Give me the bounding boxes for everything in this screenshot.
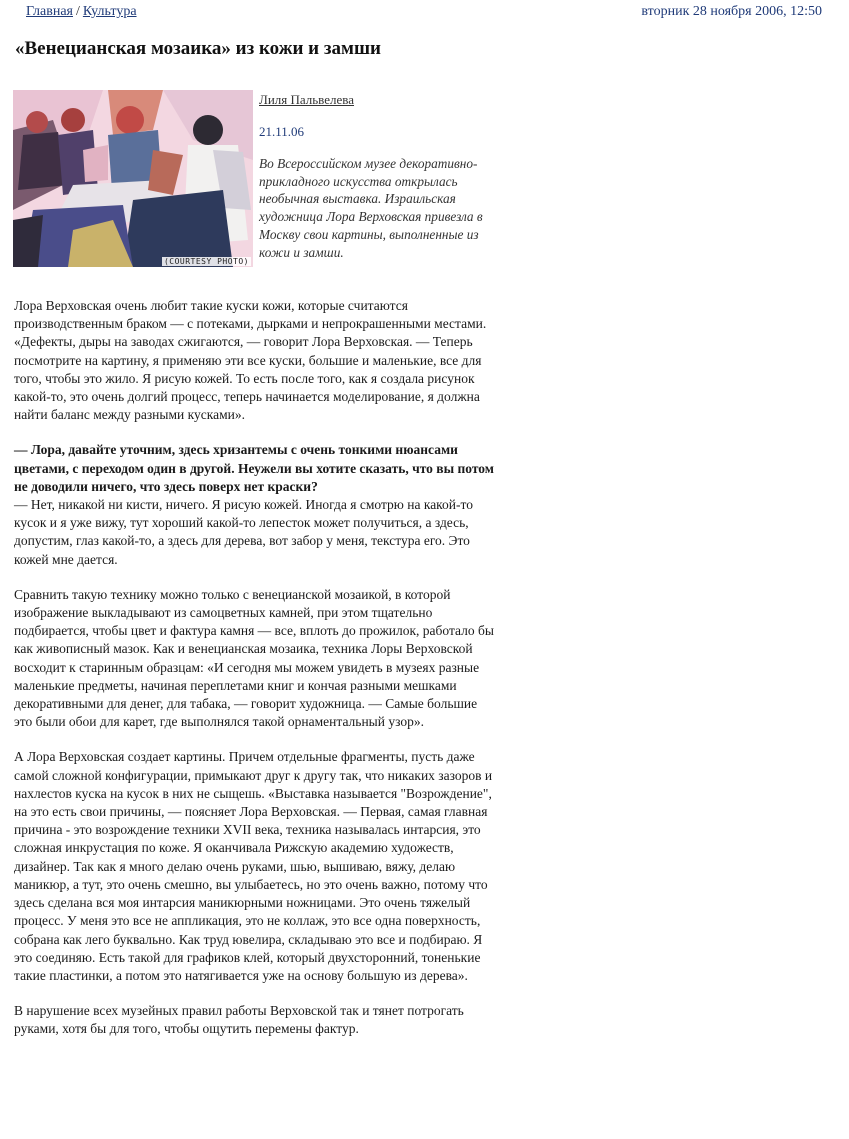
article-body	[14, 297, 494, 1056]
article-paragraph: А Лора Верховская создает картины. Причем отдельные фрагменты, пусть даже самой сложной конфигурации, примыкают друг к другу так, что никаких зазоров и нахлестов куска на кусок в них не сыщешь. «Выставка называется "Возрождение", на это есть свои причины, — поясняет Лора Верховская. — Первая, самая главная причина - это возрождение техники XVII века, техника называлась интарсия, это сложная инкрустация по коже. Я оканчивала Рижскую академию художеств, дизайнер. Так как я много делаю очень руками, шью, вышиваю, вяжу, делаю маникюр, а тут, это очень смешно, вы улыбаетесь, но это очень важно, потому что здесь сделана вся моя интарсия маникюрными ножницами. Это очень тяжелый процесс. У меня это все не аппликация, это не коллаж, это все одна поверхность, собрана как лего буквально. Как труд ювелира, складываю это все и подбираю. Я это соединяю. Есть такой для графиков клей, который двухсторонний, тоненькие такие пластинки, а потом это натягивается уже на основу большую из дерева».	[14, 749, 493, 983]
author-link[interactable]: Лиля Пальвелева	[259, 92, 355, 107]
article-paragraph: Лора Верховская очень любит такие куски кожи, которые считаются производственным браком — с потеками, дырками и непрокрашенными местами. «Дефекты, дыры на заводах сжигаются, — говорит Лора Верховская. — Теперь посмотрите на картину, я применяю эти все куски, большие и маленькие, все для того, чтобы это жило. Я рисую кожей. То есть после того, как я создала рисунок какой-то, это очень долгий процесс, теперь начинается моделирование, я должна найти баланс между разными кусками».	[14, 298, 487, 423]
interview-answer: — Нет, никакой ни кисти, ничего. Я рисую кожей. Иногда я смотрю на какой-то кусок и я уже вижу, тут хороший какой-то лепесток может получиться, а здесь, допустим, глаз какой-то, а здесь для дерева, вот забор у меня, текстура его. Это кожей мне дается.	[14, 497, 473, 567]
breadcrumb-home-link[interactable]: Главная	[26, 4, 73, 19]
painting-illustration	[13, 90, 253, 267]
article-title: «Венецианская мозаика» из кожи и замши	[15, 38, 381, 59]
top-bar	[26, 4, 822, 24]
breadcrumb-section-link[interactable]: Культура	[82, 4, 137, 19]
article-paragraph: В нарушение всех музейных правил работы Верховской так и тянет потрогать руками, хотя бы для того, чтобы ощутить перемены фактур.	[14, 1003, 464, 1037]
page-dateline: вторник 28 ноября 2006, 12:50	[641, 4, 822, 19]
breadcrumb-separator: /	[76, 4, 80, 19]
article-paragraph: Сравнить такую технику можно только с венецианской мозаикой, в которой изображение выкладывают из самоцветных камней, при этом тщательно подбирается, чтобы цвет и фактура камня — все, вплоть до прожилок, работало бы как живописный мазок. Как и венецианская мозаика, техника Лоры Верховской восходит к старинным образцам: «И сегодня мы можем увидеть в музеях разные маленькие предметы, начиная переплетами книг и кончая разными мешками декоративными для денег, для табака, — говорит художница. — Самые большие это были обои для карет, где выполнялся такой орнаментальный узор».	[14, 586, 494, 730]
interview-question: — Лора, давайте уточним, здесь хризантемы с очень тонкими нюансами цветами, с переходом один в другой. Неужели вы хотите сказать, что вы потом не доводили ничего, что здесь поверх нет краски?	[14, 442, 494, 494]
breadcrumb	[26, 4, 137, 20]
article-lead: Во Всероссийском музее декоративно-прикладного искусства открылась необычная выставка. Израильская художница Лора Верховская привезла в Москву свои картины, выполненные из кожи и замши.	[259, 156, 483, 260]
publication-date: 21.11.06	[259, 124, 305, 139]
article-photo	[13, 90, 253, 267]
photo-credit: (COURTESY PHOTO)	[163, 257, 249, 266]
